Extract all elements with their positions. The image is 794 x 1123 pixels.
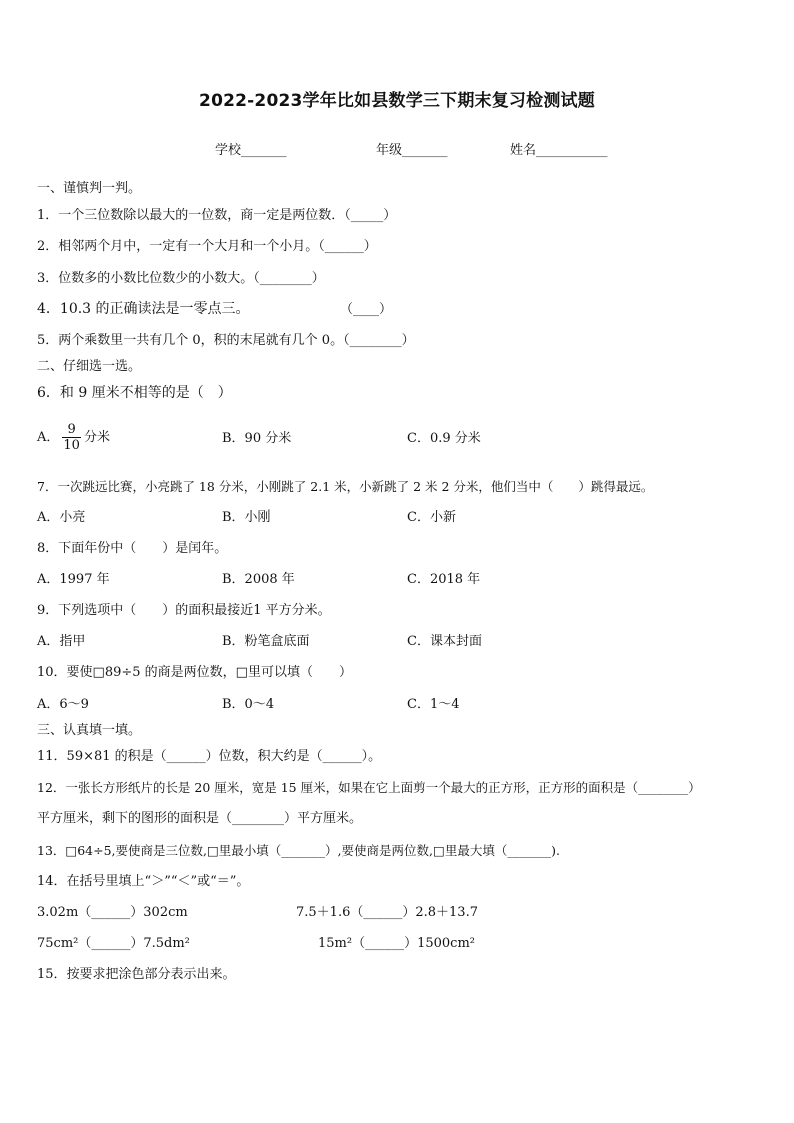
q7-option-b: B．小刚	[222, 510, 271, 525]
question-1: 1．一个三位数除以最大的一位数，商一定是两位数．（_____）	[37, 208, 397, 223]
question-9: 9．下列选项中（ ）的面积最接近1 平方分米。	[37, 603, 331, 618]
question-8: 8．下面年份中（ ）是闰年。	[37, 541, 228, 556]
q9-option-b: B．粉笔盒底面	[222, 634, 310, 649]
q14-row1-left: 3.02m（______）302cm	[37, 905, 188, 920]
section-heading-fill: 三、认真填一填。	[37, 723, 142, 738]
question-6: 6．和 9 厘米不相等的是（ ）	[37, 385, 232, 401]
q8-option-a: A．1997 年	[37, 572, 110, 587]
fraction-numerator: 9	[62, 422, 81, 438]
grade-field: 年级_______	[376, 143, 448, 158]
q8-option-c: C．2018 年	[407, 572, 481, 587]
q8-option-b: B．2008 年	[222, 572, 295, 587]
name-field: 姓名___________	[510, 143, 608, 158]
question-4: 4．10.3 的正确读法是一零点三。	[37, 301, 250, 317]
question-10: 10．要使□89÷5 的商是两位数，□里可以填（ ）	[37, 665, 352, 680]
fraction-denominator: 10	[63, 438, 80, 453]
section-heading-judge: 一、谨慎判一判。	[37, 181, 142, 196]
question-13: 13．□64÷5,要使商是三位数,□里最小填（_______）,要使商是两位数,□里最大填（_______).	[37, 843, 560, 858]
q6-option-c: C．0.9 分米	[407, 431, 481, 446]
q6-option-a	[37, 422, 110, 453]
question-14: 14．在括号里填上“＞”“＜”或“＝”。	[37, 874, 250, 889]
q14-row2-left: 75cm²（______）7.5dm²	[37, 936, 190, 951]
q14-row2-right: 15m²（______）1500cm²	[318, 936, 475, 951]
question-7: 7．一次跳远比赛，小亮跳了 18 分米，小刚跳了 2.1 米，小新跳了 2 米 2 分米，他们当中（ ）跳得最远。	[37, 479, 654, 494]
question-12-line1: 12．一张长方形纸片的长是 20 厘米，宽是 15 厘米，如果在它上面剪一个最大的正方形，正方形的面积是（________）	[37, 780, 701, 795]
q7-option-a: A．小亮	[37, 510, 86, 525]
question-15: 15．按要求把涂色部分表示出来。	[37, 967, 236, 982]
q6-option-a-suffix: 分米	[83, 430, 110, 445]
q10-option-c: C．1～4	[407, 697, 460, 712]
q9-option-a: A．指甲	[37, 634, 86, 649]
question-12-line2: 平方厘米，剩下的图形的面积是（________）平方厘米。	[37, 811, 363, 826]
q9-option-c: C．课本封面	[407, 634, 482, 649]
fraction	[62, 422, 81, 453]
question-2: 2．相邻两个月中，一定有一个大月和一个小月。（______）	[37, 239, 377, 254]
school-field: 学校_______	[215, 143, 287, 158]
exam-title: 2022-2023学年比如县数学三下期末复习检测试题	[199, 91, 595, 111]
q7-option-c: C．小新	[407, 510, 456, 525]
section-heading-choose: 二、仔细选一选。	[37, 359, 142, 374]
q6-option-b: B．90 分米	[222, 431, 292, 446]
q10-option-a: A．6～9	[37, 697, 89, 712]
q10-option-b: B．0～4	[222, 697, 275, 712]
q14-row1-right: 7.5＋1.6（______）2.8＋13.7	[296, 905, 478, 920]
question-11: 11．59×81 的积是（______）位数，积大约是（______）。	[37, 749, 382, 764]
q6-option-a-prefix: A．	[37, 430, 60, 445]
question-5: 5．两个乘数里一共有几个 0，积的末尾就有几个 0。（________）	[37, 333, 415, 348]
question-3: 3．位数多的小数比位数少的小数大。（________）	[37, 271, 325, 286]
question-4-blank: （____）	[340, 302, 393, 317]
